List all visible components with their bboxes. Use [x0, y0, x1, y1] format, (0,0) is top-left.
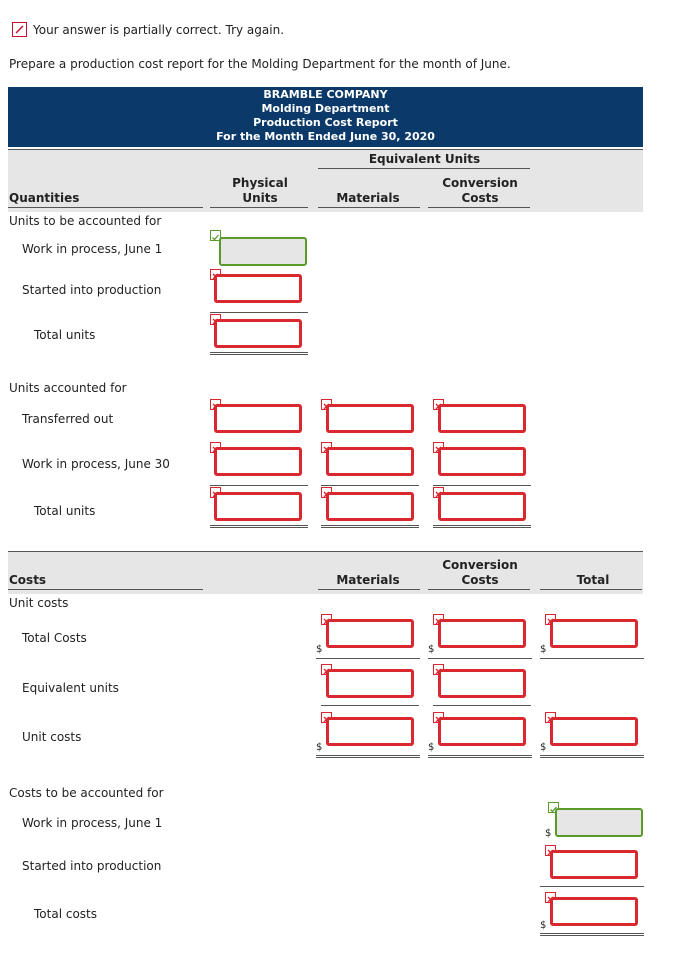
report-title: Production Cost Report	[253, 116, 398, 129]
col-conversion-1: Conversion	[442, 176, 518, 190]
dollar-sign: $	[428, 644, 435, 655]
units-accounted-for-label: Units accounted for	[9, 381, 127, 395]
equivalent-units-header: Equivalent Units	[368, 152, 481, 166]
costs-started-label: Started into production	[22, 859, 162, 873]
total-units-physical-input[interactable]	[214, 319, 302, 348]
department-name: Molding Department	[261, 102, 390, 115]
feedback-text: Your answer is partially correct. Try again.	[33, 23, 285, 37]
wip-june1-label: Work in process, June 1	[22, 242, 163, 256]
dollar-sign: $	[540, 742, 547, 753]
total-units-2-materials-input[interactable]	[326, 492, 414, 521]
costs-col-total: Total	[576, 573, 610, 587]
started-physical-input[interactable]	[214, 274, 302, 303]
unit-costs-header-label: Unit costs	[9, 596, 69, 610]
wip-june1-physical-input[interactable]	[219, 237, 307, 266]
dollar-sign: $	[316, 742, 323, 753]
report-period: For the Month Ended June 30, 2020	[216, 130, 435, 143]
costs-started-total-input[interactable]	[550, 850, 638, 879]
costs-section-label: Costs	[9, 573, 47, 587]
total-costs-row-label: Total costs	[34, 907, 97, 921]
dollar-sign: $	[540, 644, 547, 655]
quantities-section-label: Quantities	[9, 191, 80, 205]
transferred-out-label: Transferred out	[22, 412, 114, 426]
instructions-text: Prepare a production cost report for the Molding Department for the month of June.	[9, 57, 511, 71]
transferred-out-physical-input[interactable]	[214, 404, 302, 433]
col-physical-2: Units	[242, 191, 278, 205]
total-costs-row-total-input[interactable]	[550, 897, 638, 926]
costs-wip-june1-label: Work in process, June 1	[22, 816, 163, 830]
total-costs-conversion-input[interactable]	[438, 619, 526, 648]
equivalent-units-materials-input[interactable]	[326, 669, 414, 698]
total-costs-materials-input[interactable]	[326, 619, 414, 648]
equivalent-units-label: Equivalent units	[22, 681, 119, 695]
costs-col-conversion-2: Costs	[461, 573, 499, 587]
wip-june30-materials-input[interactable]	[326, 447, 414, 476]
total-units-label-2: Total units	[34, 504, 96, 518]
costs-wip-june1-total-input[interactable]	[555, 808, 643, 837]
unit-costs-materials-input[interactable]	[326, 717, 414, 746]
unit-costs-row-label: Unit costs	[22, 730, 82, 744]
feedback-icon	[12, 22, 27, 37]
col-physical-1: Physical	[232, 176, 288, 190]
equivalent-units-conversion-input[interactable]	[438, 669, 526, 698]
total-units-2-conversion-input[interactable]	[438, 492, 526, 521]
wip-june30-label: Work in process, June 30	[22, 457, 170, 471]
wip-june30-conversion-input[interactable]	[438, 447, 526, 476]
col-materials: Materials	[336, 191, 400, 205]
transferred-out-conversion-input[interactable]	[438, 404, 526, 433]
dollar-sign: $	[540, 920, 547, 931]
total-units-2-physical-input[interactable]	[214, 492, 302, 521]
col-conversion-2: Costs	[461, 191, 499, 205]
report-header	[8, 87, 643, 147]
company-name: BRAMBLE COMPANY	[263, 88, 388, 101]
dollar-sign: $	[316, 644, 323, 655]
units-to-be-accounted-label: Units to be accounted for	[9, 214, 162, 228]
dollar-sign: $	[428, 742, 435, 753]
dollar-sign: $	[545, 828, 552, 839]
unit-costs-conversion-input[interactable]	[438, 717, 526, 746]
costs-to-be-accounted-label: Costs to be accounted for	[9, 786, 164, 800]
total-costs-total-input[interactable]	[550, 619, 638, 648]
total-units-label: Total units	[34, 328, 96, 342]
wip-june30-physical-input[interactable]	[214, 447, 302, 476]
costs-col-conversion-1: Conversion	[442, 558, 518, 572]
started-label: Started into production	[22, 283, 162, 297]
total-costs-label: Total Costs	[22, 631, 87, 645]
transferred-out-materials-input[interactable]	[326, 404, 414, 433]
costs-col-materials: Materials	[336, 573, 400, 587]
unit-costs-total-input[interactable]	[550, 717, 638, 746]
